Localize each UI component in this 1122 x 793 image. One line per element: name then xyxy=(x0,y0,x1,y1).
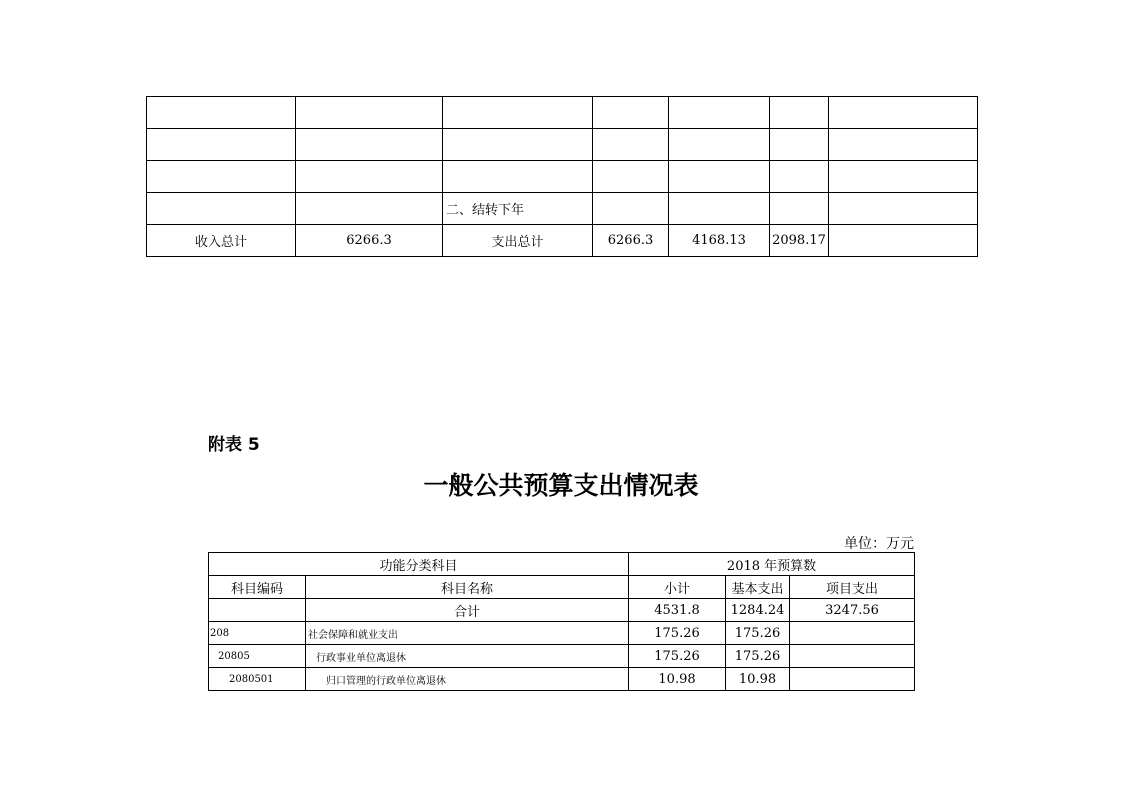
column-header: 科目名称 xyxy=(306,576,629,599)
subject-code: 2080501 xyxy=(209,668,306,691)
table-row xyxy=(209,645,915,668)
subject-name: 归口管理的行政单位离退休 xyxy=(306,668,629,691)
budget-year-header: 2018 年预算数 xyxy=(629,553,915,576)
basic-cell: 10.98 xyxy=(726,668,790,691)
table-cell xyxy=(296,129,443,161)
table-row xyxy=(147,97,978,129)
expense-total-label: 支出总计 xyxy=(443,225,593,257)
table-cell xyxy=(669,161,770,193)
table-cell xyxy=(443,161,593,193)
table-row xyxy=(147,129,978,161)
table-cell xyxy=(770,193,829,225)
table-cell xyxy=(770,97,829,129)
table-cell xyxy=(593,161,669,193)
subject-code: 208 xyxy=(209,622,306,645)
table-row xyxy=(209,622,915,645)
total-label: 合计 xyxy=(306,599,629,622)
subtotal-cell: 175.26 xyxy=(629,645,726,668)
budget-expense-table xyxy=(208,552,915,691)
table-cell xyxy=(593,97,669,129)
unit-label: 单位：万元 xyxy=(844,536,914,552)
table-row xyxy=(147,193,978,225)
table-cell xyxy=(443,97,593,129)
total-row xyxy=(209,599,915,622)
project-expense-value: 2098.17 xyxy=(770,225,829,257)
appendix-label: 附表 5 xyxy=(208,435,260,455)
income-total-label: 收入总计 xyxy=(147,225,296,257)
table-cell xyxy=(147,129,296,161)
column-header: 基本支出 xyxy=(726,576,790,599)
table-cell xyxy=(147,161,296,193)
table-cell xyxy=(669,97,770,129)
table-cell xyxy=(443,129,593,161)
table-cell xyxy=(829,225,978,257)
total-basic: 1284.24 xyxy=(726,599,790,622)
column-header: 小计 xyxy=(629,576,726,599)
column-header: 项目支出 xyxy=(790,576,915,599)
top-summary-table xyxy=(146,96,978,257)
project-cell xyxy=(790,668,915,691)
table-cell xyxy=(593,193,669,225)
table-cell xyxy=(296,97,443,129)
table-cell xyxy=(296,193,443,225)
table-cell xyxy=(829,193,978,225)
expense-total-value: 6266.3 xyxy=(593,225,669,257)
total-project: 3247.56 xyxy=(790,599,915,622)
function-category-header: 功能分类科目 xyxy=(209,553,629,576)
table-cell xyxy=(669,193,770,225)
basic-cell: 175.26 xyxy=(726,645,790,668)
total-subtotal: 4531.8 xyxy=(629,599,726,622)
subject-code: 20805 xyxy=(209,645,306,668)
table-cell xyxy=(147,97,296,129)
table-cell xyxy=(669,129,770,161)
table-cell xyxy=(829,161,978,193)
table-row xyxy=(147,161,978,193)
carry-forward-label: 二、结转下年 xyxy=(443,193,593,225)
table-cell xyxy=(296,161,443,193)
table-row xyxy=(209,668,915,691)
basic-expense-value: 4168.13 xyxy=(669,225,770,257)
table-cell xyxy=(770,129,829,161)
page-title: 一般公共预算支出情况表 xyxy=(423,471,699,500)
subtotal-cell: 175.26 xyxy=(629,622,726,645)
basic-cell: 175.26 xyxy=(726,622,790,645)
column-header-row xyxy=(209,576,915,599)
table-cell xyxy=(829,97,978,129)
subject-name: 社会保障和就业支出 xyxy=(306,622,629,645)
totals-row xyxy=(147,225,978,257)
project-cell xyxy=(790,645,915,668)
table-cell xyxy=(593,129,669,161)
table-cell xyxy=(770,161,829,193)
table-cell xyxy=(209,599,306,622)
column-header: 科目编码 xyxy=(209,576,306,599)
income-total-value: 6266.3 xyxy=(296,225,443,257)
project-cell xyxy=(790,622,915,645)
subtotal-cell: 10.98 xyxy=(629,668,726,691)
table-cell xyxy=(147,193,296,225)
table-cell xyxy=(829,129,978,161)
subject-name: 行政事业单位离退休 xyxy=(306,645,629,668)
group-header-row xyxy=(209,553,915,576)
